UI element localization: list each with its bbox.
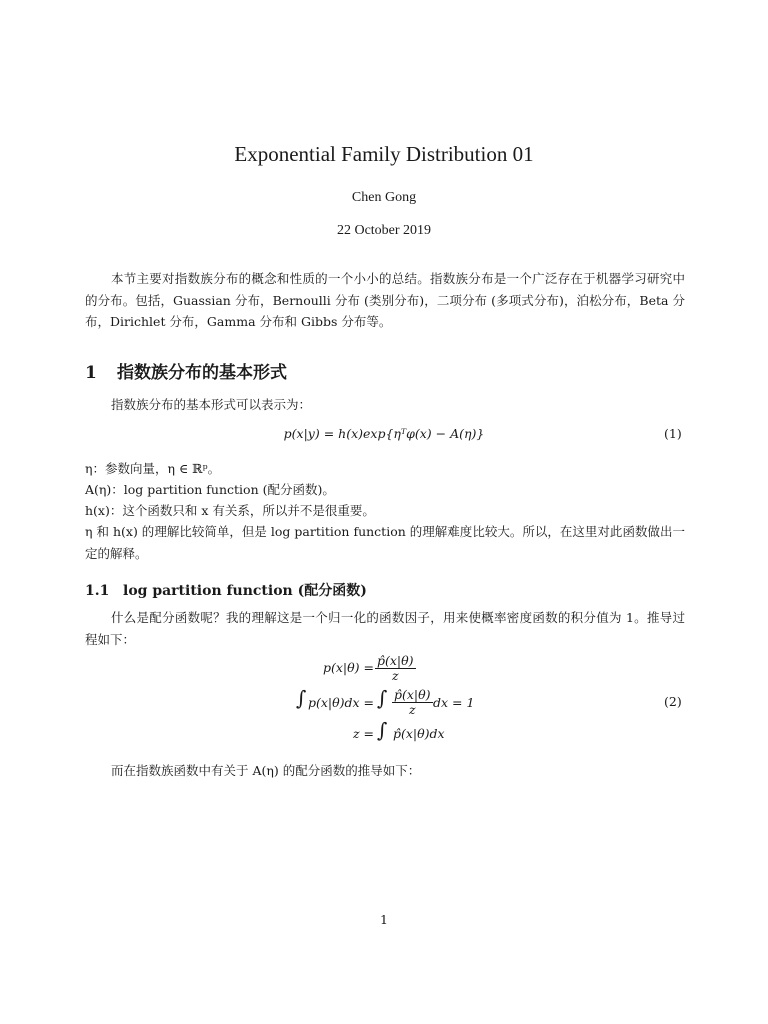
integral-symbol: ∫ xyxy=(296,686,307,710)
eq2-line3-rhs: p̂(x|θ)dx xyxy=(393,726,445,741)
eq2-line2-rhs: dx = 1 xyxy=(433,695,475,710)
section-1-intro: 指数族分布的基本形式可以表示为： xyxy=(111,397,312,412)
eq2-line1-numerator: p̂(x|θ) xyxy=(377,653,414,668)
definition-A: A(η)：log partition function (配分函数)。 xyxy=(85,482,335,497)
eq2-line3-lhs: z = xyxy=(352,726,374,741)
equation-1-number: (1) xyxy=(664,426,682,441)
integral-symbol: ∫ xyxy=(377,686,388,710)
subsection-number: 1.1 xyxy=(85,583,110,599)
subsection-title: log partition function (配分函数) xyxy=(123,583,367,599)
definition-eta: η：参数向量，η ∈ ℝᵖ。 xyxy=(85,461,221,476)
section-title: 指数族分布的基本形式 xyxy=(117,363,287,383)
section-number: 1 xyxy=(85,363,97,383)
section-1-heading xyxy=(85,358,287,383)
author-name: Chen Gong xyxy=(351,190,417,205)
explanation-paragraph: η 和 h(x) 的理解比较简单，但是 log partition function 的理解难度比较大。所以，在这里对此函数做出一定的解释。 xyxy=(85,524,685,561)
paper-title: Exponential Family Distribution 01 xyxy=(234,142,534,166)
subsection-1-1-heading xyxy=(85,580,367,600)
subsection-outro: 而在指数族函数中有关于 A(η) 的配分函数的推导如下： xyxy=(111,763,421,778)
eq2-line2-numerator: p̂(x|θ) xyxy=(394,687,431,702)
equation-2-number: (2) xyxy=(664,694,682,709)
eq2-line2-denominator: z xyxy=(408,702,416,717)
subsection-intro: 什么是配分函数呢？我的理解这是一个归一化的函数因子，用来使概率密度函数的积分值为 1。推导过程如下： xyxy=(85,610,685,647)
integral-symbol: ∫ xyxy=(377,718,388,742)
eq2-line1-fraction xyxy=(375,654,416,683)
page-number: 1 xyxy=(380,912,388,927)
equation-1: p(x|y) = h(x)exp{ηᵀφ(x) − A(η)} xyxy=(283,426,485,441)
eq2-line2-lhs: p(x|θ)dx = xyxy=(307,695,374,710)
eq2-line1-denominator: z xyxy=(391,668,399,683)
abstract-paragraph: 本节主要对指数族分布的概念和性质的一个小小的总结。指数族分布是一个广泛存在于机器学习研究中的分布。包括，Guassian 分布，Bernoulli 分布 (类别分布)，二项分布 (多项式分布)，泊松分布，Beta 分布，Dirichlet 分布，Gamma 分布和 Gibbs 分布等。 xyxy=(85,271,685,329)
eq2-line2-fraction xyxy=(392,688,433,717)
eq2-line1-lhs: p(x|θ) = xyxy=(323,660,374,675)
paper-date: 22 October 2019 xyxy=(336,223,432,238)
definition-h: h(x)：这个函数只和 x 有关系，所以并不是很重要。 xyxy=(85,503,375,518)
